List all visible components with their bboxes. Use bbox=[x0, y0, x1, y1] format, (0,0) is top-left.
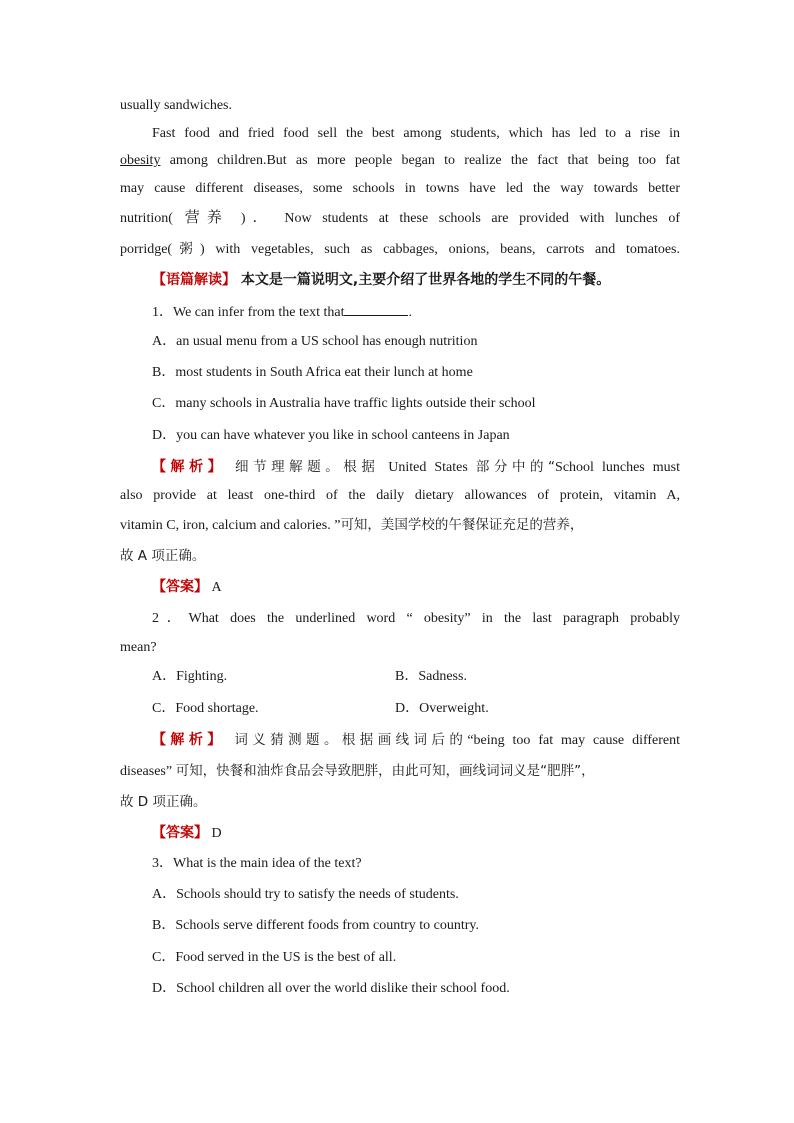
answer-tag: 【答案】 bbox=[152, 825, 208, 841]
q1-option-d: D．you can have whatever you like in school canteens in Japan bbox=[152, 428, 510, 443]
passage-line-1: Fast food and fried food sell the best among students, which has led to a rise in bbox=[152, 126, 680, 141]
q1-option-c: C．many schools in Australia have traffic lights outside their school bbox=[152, 396, 536, 411]
q3-stem: 3．What is the main idea of the text? bbox=[152, 856, 362, 871]
passage-line-4: nutrition( 营养 )． Now students at these schools are provided with lunches of bbox=[120, 208, 680, 226]
passage-line-2: obesity among children.But as more people began to realize the fact that being too fat bbox=[120, 153, 680, 168]
q1-stem: 1．We can infer from the text that . bbox=[152, 301, 680, 323]
summary-line: 【语篇解读】 本文是一篇说明文,主要介绍了世界各地的学生不同的午餐。 bbox=[152, 272, 611, 288]
q2-stem-line-1: 2．What does the underlined word “ obesity” in the last paragraph probably bbox=[152, 611, 680, 626]
q2-options-row-1 bbox=[152, 667, 680, 687]
q2-option-b: B．Sadness. bbox=[395, 669, 467, 684]
q1-option-a: A．an usual menu from a US school has enough nutrition bbox=[152, 334, 478, 349]
q2-analysis-line-3: 故 D 项正确。 bbox=[120, 794, 207, 810]
q2-analysis-line-2: diseases” 可知，快餐和油炸食品会导致肥胖，由此可知，画线词词义是“肥胖”， bbox=[120, 763, 595, 779]
answer-blank bbox=[344, 301, 408, 316]
q3-option-c: C．Food served in the US is the best of all. bbox=[152, 950, 397, 965]
answer-tag: 【答案】 bbox=[152, 579, 208, 595]
q1-answer: 【答案】 A bbox=[152, 579, 222, 595]
analysis-tag: 【解析】 bbox=[152, 459, 227, 475]
q2-option-a: A．Fighting. bbox=[152, 669, 228, 684]
passage-line-3: may cause different diseases, some schools in towns have led the way towards better bbox=[120, 181, 680, 196]
q1-analysis-line-3: vitamin C, iron, calcium and calories. ”可知，美国学校的午餐保证充足的营养， bbox=[120, 517, 584, 533]
q2-option-c: C．Food shortage. bbox=[152, 701, 259, 716]
q3-option-d: D．School children all over the world dislike their school food. bbox=[152, 981, 510, 996]
q1-analysis-line-4: 故 A 项正确。 bbox=[120, 548, 206, 564]
passage-line-5: porridge(粥) with vegetables, such as cabbages, onions, beans, carrots and tomatoes. bbox=[120, 241, 681, 257]
q3-option-b: B．Schools serve different foods from country to country. bbox=[152, 918, 479, 933]
analysis-tag: 【解析】 bbox=[152, 732, 226, 748]
q2-answer: 【答案】 D bbox=[152, 825, 222, 841]
q1-option-b: B．most students in South Africa eat their lunch at home bbox=[152, 365, 473, 380]
underlined-word-obesity: obesity bbox=[120, 153, 161, 168]
q1-analysis-line-2: also provide at least one-third of the daily dietary allowances of protein, vitamin A, bbox=[120, 488, 680, 503]
q2-analysis-line-1: 【解析】 词义猜测题。根据画线词后的“being too fat may cause different bbox=[152, 732, 681, 748]
summary-tag: 【语篇解读】 bbox=[152, 272, 236, 288]
q2-options-row-2 bbox=[152, 699, 680, 719]
q2-option-d: D．Overweight. bbox=[395, 701, 489, 716]
q3-option-a: A．Schools should try to satisfy the needs of students. bbox=[152, 887, 459, 902]
q2-stem-line-2: mean? bbox=[120, 640, 157, 655]
paragraph-continuation: usually sandwiches. bbox=[120, 98, 232, 113]
q1-analysis-line-1: 【解析】 细节理解题。根据 United States 部分中的“School lunches must bbox=[152, 459, 681, 475]
